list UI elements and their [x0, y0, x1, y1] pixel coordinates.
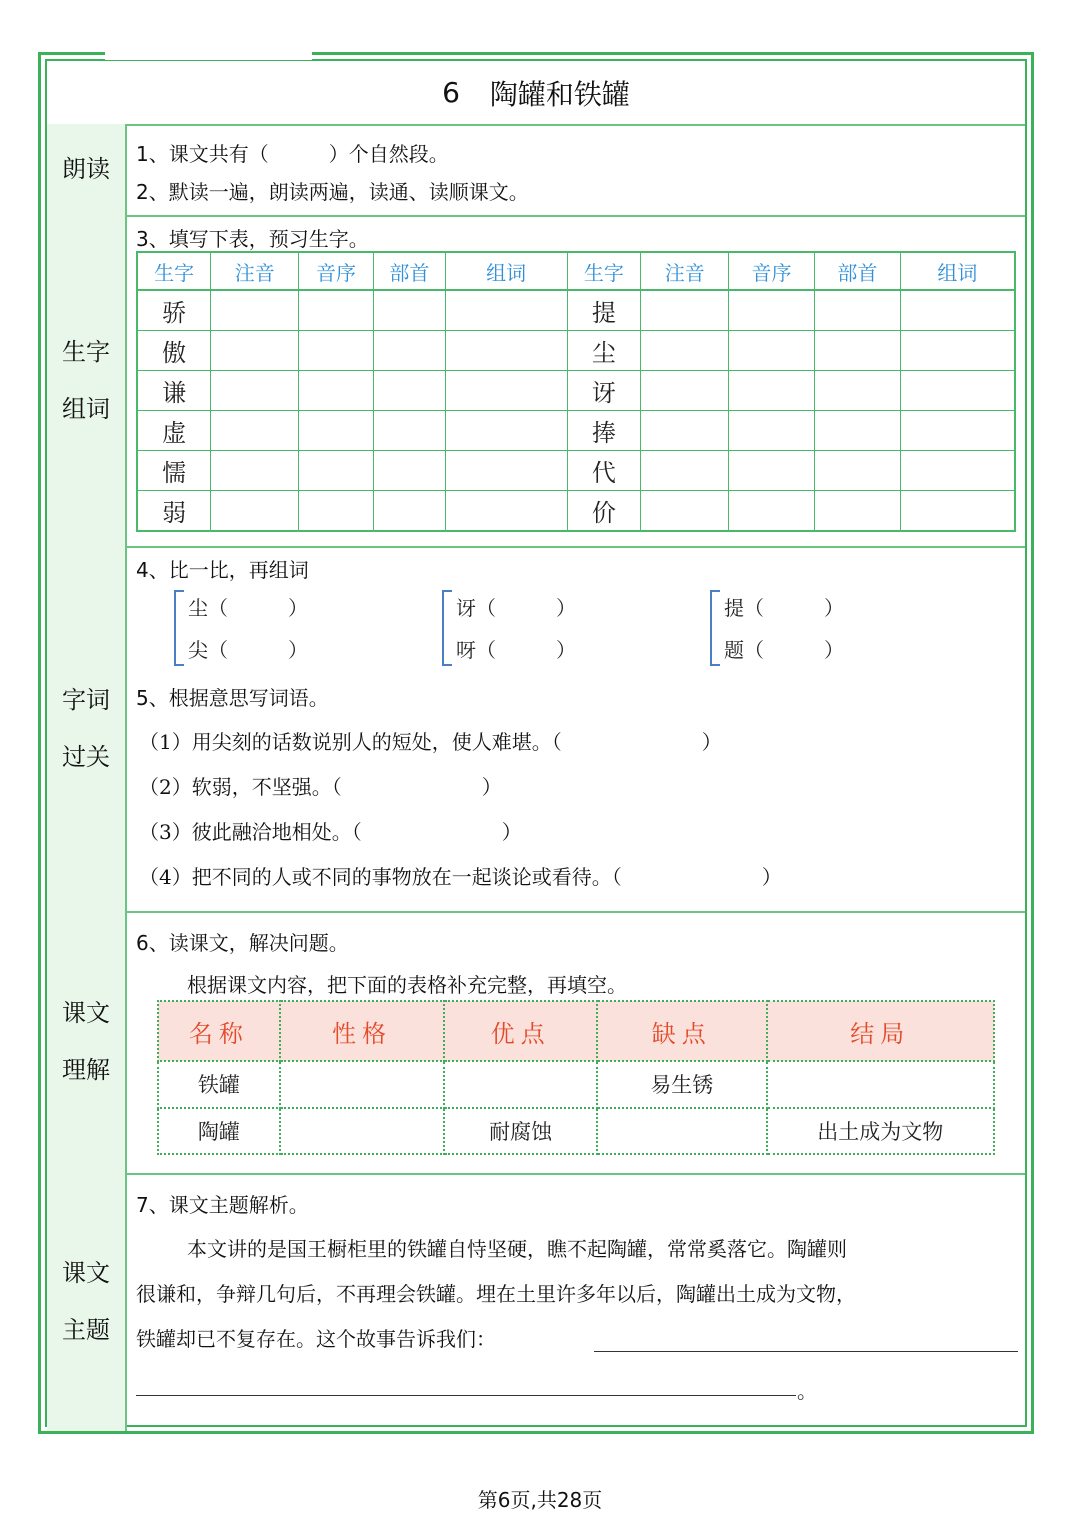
- section-comprehension: [47, 911, 1025, 1175]
- lesson-number: 6: [442, 76, 460, 109]
- header-cell: 生字: [137, 252, 211, 290]
- blank-cell[interactable]: [814, 290, 900, 331]
- lesson-title: 陶罐和铁罐: [489, 77, 630, 111]
- header-cell: 注音: [211, 252, 299, 290]
- label-line: 课文: [62, 999, 110, 1027]
- table-row: [137, 411, 1015, 451]
- header-cell: 性格: [280, 1001, 445, 1061]
- instruction: 根据课文内容，把下面的表格补充完整，再填空。: [187, 973, 627, 997]
- blank-cell[interactable]: [299, 331, 374, 371]
- blank-cell[interactable]: [373, 371, 445, 411]
- blank-cell[interactable]: [211, 290, 299, 331]
- blank-cell[interactable]: [641, 411, 729, 451]
- question-1: 1、课文共有（ ）个自然段。: [136, 142, 449, 166]
- definition-item: （3）彼此融洽地相处。（ ）: [139, 820, 522, 844]
- page-number: 第6页,共28页: [477, 1488, 603, 1512]
- table-cell[interactable]: [767, 1061, 994, 1108]
- blank-cell[interactable]: [641, 371, 729, 411]
- char-cell: 谦: [137, 371, 211, 411]
- table-row: [158, 1108, 994, 1155]
- blank-cell[interactable]: [373, 290, 445, 331]
- page-title: [47, 61, 1025, 126]
- frame-gap: [105, 46, 312, 60]
- pair-word: 尘（ ）: [188, 596, 308, 620]
- table-cell: 陶罐: [158, 1108, 280, 1155]
- blank-cell[interactable]: [211, 411, 299, 451]
- blank-cell[interactable]: [211, 371, 299, 411]
- definition-item: （1）用尖刻的话数说别人的短处，使人难堪。（ ）: [139, 730, 722, 754]
- blank-cell[interactable]: [211, 331, 299, 371]
- char-cell: 懦: [137, 451, 211, 491]
- blank-cell[interactable]: [900, 331, 1015, 371]
- char-cell: 傲: [137, 331, 211, 371]
- comparison-table: [157, 1000, 995, 1155]
- blank-cell[interactable]: [211, 491, 299, 532]
- header-cell: 组词: [900, 252, 1015, 290]
- header-cell: 组词: [445, 252, 567, 290]
- blank-cell[interactable]: [814, 371, 900, 411]
- header-cell: 缺点: [597, 1001, 767, 1061]
- blank-cell[interactable]: [641, 491, 729, 532]
- section-words: [47, 546, 1025, 913]
- table-header-row: [137, 252, 1015, 290]
- header-cell: 音序: [729, 252, 815, 290]
- pair-word: 提（ ）: [724, 596, 844, 620]
- blank-cell[interactable]: [299, 371, 374, 411]
- question-4: 4、比一比，再组词: [136, 558, 309, 582]
- label-line: 主题: [62, 1316, 110, 1344]
- label-line: 过关: [62, 742, 110, 771]
- brace-mark: [710, 590, 720, 666]
- table-cell: 铁罐: [158, 1061, 280, 1108]
- header-cell: 名称: [158, 1001, 280, 1061]
- table-row: [137, 451, 1015, 491]
- table-header-row: [158, 1001, 994, 1061]
- section-theme: [47, 1173, 1025, 1431]
- section-reading: [47, 124, 1025, 217]
- header-cell: 部首: [814, 252, 900, 290]
- char-cell: 提: [567, 290, 641, 331]
- blank-cell[interactable]: [641, 290, 729, 331]
- table-cell[interactable]: [280, 1108, 445, 1155]
- header-cell: 生字: [567, 252, 641, 290]
- blank-cell[interactable]: [900, 451, 1015, 491]
- section-label-reading: [47, 124, 127, 215]
- compare-pair: [174, 588, 324, 668]
- blank-cell[interactable]: [814, 491, 900, 532]
- char-cell: 骄: [137, 290, 211, 331]
- blank-cell[interactable]: [814, 331, 900, 371]
- table-cell: 易生锈: [597, 1061, 767, 1108]
- blank-cell[interactable]: [373, 491, 445, 532]
- section-label-words: [47, 546, 127, 911]
- header-cell: 音序: [299, 252, 374, 290]
- brace-mark: [174, 590, 184, 666]
- label-line: 朗读: [62, 155, 110, 183]
- answer-line[interactable]: [136, 1395, 796, 1396]
- char-cell: 尘: [567, 331, 641, 371]
- blank-cell[interactable]: [299, 290, 374, 331]
- table-row: [137, 290, 1015, 331]
- section-label-characters: [47, 215, 127, 546]
- blank-cell[interactable]: [900, 491, 1015, 532]
- blank-cell[interactable]: [373, 331, 445, 371]
- blank-cell[interactable]: [900, 411, 1015, 451]
- blank-cell[interactable]: [445, 491, 567, 532]
- answer-line[interactable]: [594, 1351, 1018, 1352]
- compare-pair: [710, 588, 860, 668]
- header-cell: 注音: [641, 252, 729, 290]
- definition-item: （2）软弱，不坚强。（ ）: [139, 775, 502, 799]
- blank-cell[interactable]: [445, 290, 567, 331]
- table-cell[interactable]: [597, 1108, 767, 1155]
- table-cell[interactable]: [280, 1061, 445, 1108]
- label-line: 课文: [62, 1259, 110, 1287]
- blank-cell[interactable]: [900, 290, 1015, 331]
- blank-cell[interactable]: [729, 451, 815, 491]
- definition-item: （4）把不同的人或不同的事物放在一起谈论或看待。（ ）: [139, 865, 782, 889]
- blank-cell[interactable]: [641, 451, 729, 491]
- blank-cell[interactable]: [729, 371, 815, 411]
- label-line: 生字: [62, 337, 110, 366]
- char-cell: 捧: [567, 411, 641, 451]
- compare-pair: [442, 588, 592, 668]
- blank-cell[interactable]: [729, 290, 815, 331]
- table-row: [137, 371, 1015, 411]
- section-label-comprehension: [47, 911, 127, 1173]
- blank-cell[interactable]: [299, 411, 374, 451]
- table-row: [137, 331, 1015, 371]
- blank-cell[interactable]: [729, 331, 815, 371]
- question-7: 7、课文主题解析。: [136, 1193, 309, 1217]
- section-characters: [47, 215, 1025, 548]
- pair-word: 呀（ ）: [456, 638, 576, 662]
- label-line: 组词: [62, 394, 110, 423]
- header-cell: 优点: [444, 1001, 597, 1061]
- blank-cell[interactable]: [299, 451, 374, 491]
- blank-cell[interactable]: [814, 451, 900, 491]
- blank-cell[interactable]: [445, 411, 567, 451]
- blank-cell[interactable]: [641, 331, 729, 371]
- blank-cell[interactable]: [373, 411, 445, 451]
- char-cell: 代: [567, 451, 641, 491]
- blank-cell[interactable]: [729, 491, 815, 532]
- table-cell: 出土成为文物: [767, 1108, 994, 1155]
- char-cell: 价: [567, 491, 641, 532]
- blank-cell[interactable]: [373, 451, 445, 491]
- theme-text: 很谦和，争辩几句后，不再理会铁罐。埋在土里许多年以后，陶罐出土成为文物，: [136, 1282, 856, 1306]
- table-row: [158, 1061, 994, 1108]
- table-row: [137, 491, 1015, 532]
- char-cell: 虚: [137, 411, 211, 451]
- question-6: 6、读课文，解决问题。: [136, 931, 349, 955]
- brace-mark: [442, 590, 452, 666]
- question-3: 3、填写下表，预习生字。: [136, 227, 369, 251]
- question-5: 5、根据意思写词语。: [136, 686, 329, 710]
- blank-cell[interactable]: [211, 451, 299, 491]
- blank-cell[interactable]: [729, 411, 815, 451]
- label-line: 字词: [62, 685, 110, 714]
- worksheet-inner: [45, 59, 1027, 1427]
- blank-cell[interactable]: [299, 491, 374, 532]
- header-cell: 部首: [373, 252, 445, 290]
- table-cell[interactable]: [444, 1061, 597, 1108]
- question-2: 2、默读一遍，朗读两遍，读通、读顺课文。: [136, 180, 529, 204]
- theme-text: 本文讲的是国王橱柜里的铁罐自恃坚硬，瞧不起陶罐，常常奚落它。陶罐则: [187, 1237, 847, 1261]
- blank-cell[interactable]: [445, 451, 567, 491]
- blank-cell[interactable]: [445, 371, 567, 411]
- table-cell: 耐腐蚀: [444, 1108, 597, 1155]
- header-cell: 结局: [767, 1001, 994, 1061]
- pair-word: 讶（ ）: [456, 596, 576, 620]
- section-label-theme: [47, 1173, 127, 1431]
- blank-cell[interactable]: [814, 411, 900, 451]
- theme-text: 铁罐却已不复存在。这个故事告诉我们：: [136, 1327, 496, 1351]
- pair-word: 尖（ ）: [188, 638, 308, 662]
- char-cell: 讶: [567, 371, 641, 411]
- blank-cell[interactable]: [445, 331, 567, 371]
- worksheet-frame: [38, 52, 1034, 1434]
- character-table: [136, 251, 1016, 532]
- label-line: 理解: [62, 1056, 110, 1084]
- blank-cell[interactable]: [900, 371, 1015, 411]
- end-mark: 。: [797, 1379, 817, 1403]
- char-cell: 弱: [137, 491, 211, 532]
- pair-word: 题（ ）: [724, 638, 844, 662]
